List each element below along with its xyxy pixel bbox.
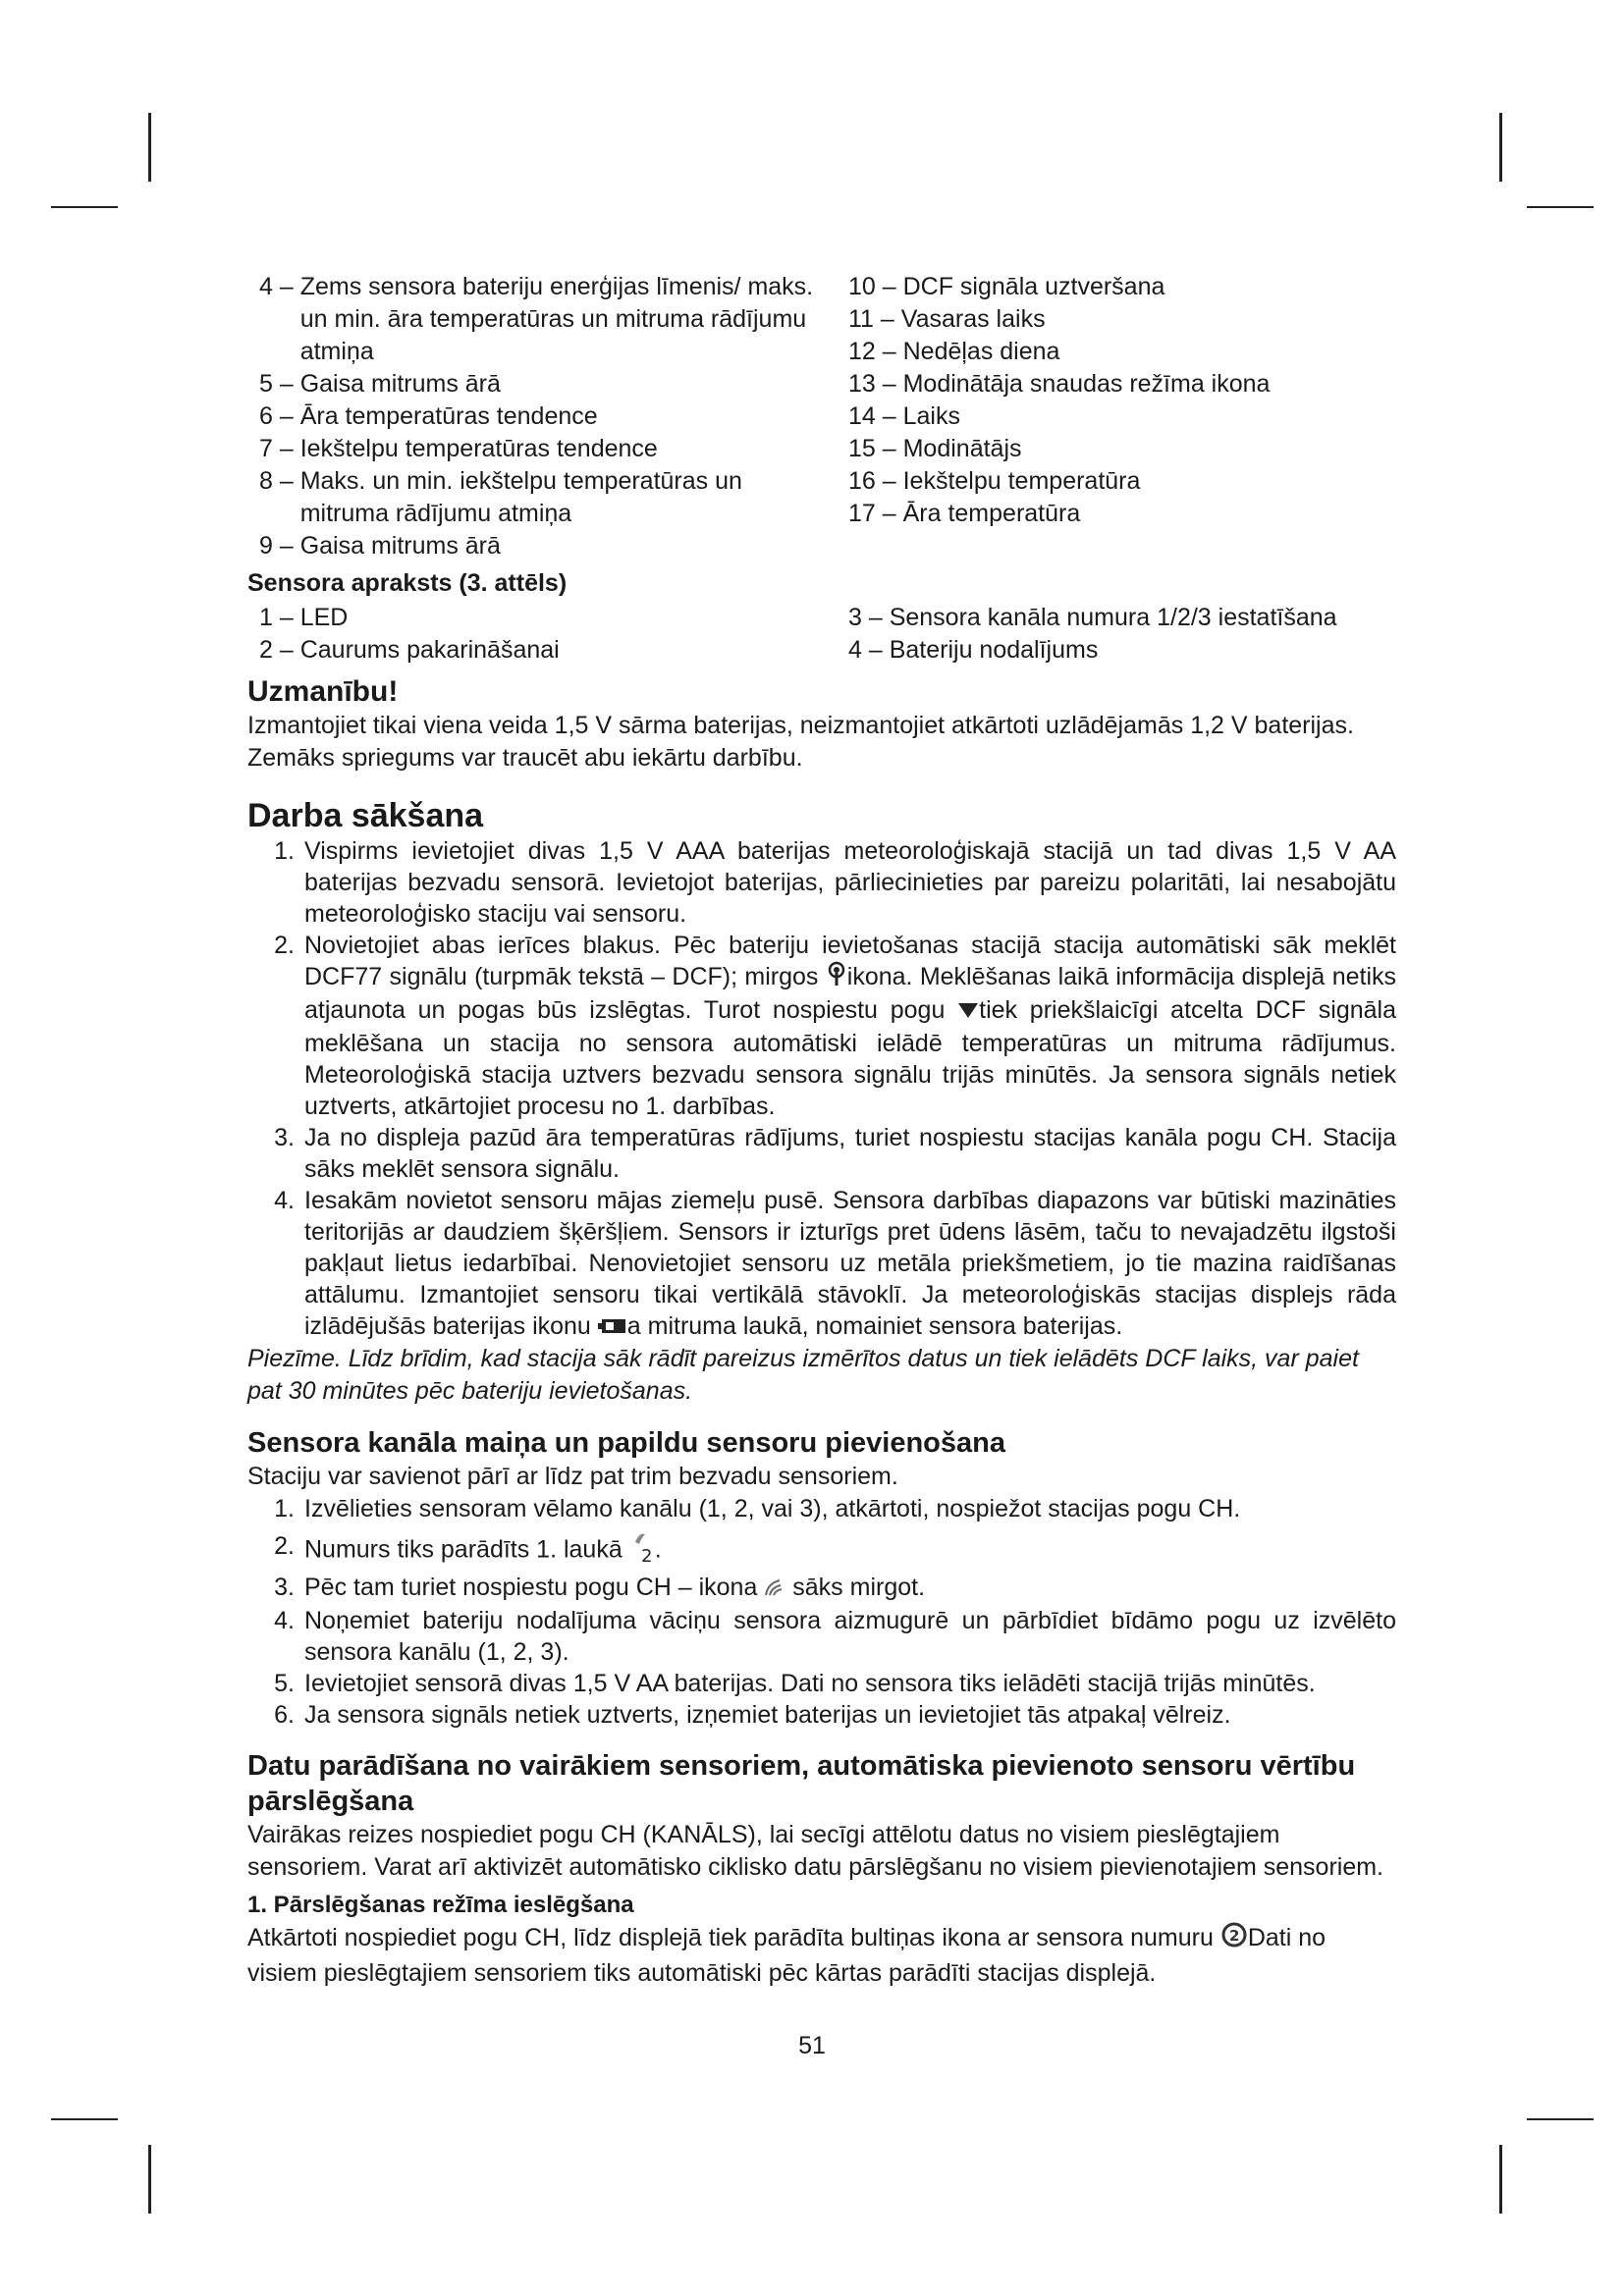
warning-title: Uzmanību! (247, 675, 399, 708)
crop-mark-top-right-h (1527, 206, 1594, 208)
sensor-description (247, 602, 1396, 667)
page-content (247, 271, 1396, 1990)
legend-item: 10 – DCF signāla uztveršana (848, 273, 1165, 300)
legend-item: 3 – Sensora kanāla numura 1/2/3 iestatīšana (848, 604, 1337, 631)
crop-mark-bottom-left-v (148, 2145, 151, 2214)
warning-text: Izmantojiet tikai viena veida 1,5 V sārma baterijas, neizmantojiet atkārtoti uzlādējamās 1,2 V baterijas. Zemāks spriegums var traucēt abu iekārtu darbību. (247, 712, 1354, 772)
list-item: 6. Ja sensora signāls netiek uztverts, izņemiet baterijas un ievietojiet tās atpakaļ vēlreiz. (274, 1700, 1231, 1729)
legend-item: 9 – Gaisa mitrums ārā (259, 532, 501, 560)
start-steps (247, 835, 1396, 1343)
legend-right-column (837, 271, 1396, 562)
sensor-left-column (247, 602, 817, 667)
list-item: 3. Pēc tam turiet nospiestu pogu CH – ikona sāks mirgot. (247, 1572, 1396, 1604)
list-item: 2. Numurs tiks parādīts 1. laukā 2 . (247, 1530, 1396, 1572)
low-battery-icon (598, 1311, 627, 1343)
start-note: Piezīme. Līdz brīdim, kad stacija sāk rādīt pareizus izmērītos datus un tiek ielādēts DCF laiks, var paiet pat 30 minūtes pēc bateriju ievietošanas. (247, 1345, 1359, 1406)
legend-item: 17 – Āra temperatūra (848, 500, 1081, 527)
down-arrow-button-icon (957, 996, 979, 1028)
multi-text: Vairākas reizes nospiediet pogu CH (KANĀLS), lai secīgi attēlotu datus no visiem pieslēgtajiem sensoriem. Varat arī aktivizēt automātisko ciklisko datu pārslēgšanu no visiem pievienotajiem sensoriem. (247, 1820, 1383, 1881)
multi-subtitle: 1. Pārslēgšanas režīma ieslēgšana (247, 1891, 634, 1918)
list-item: 5. Ievietojiet sensorā divas 1,5 V AA baterijas. Dati no sensora tiks ielādēti stacijā trijās minūtēs. (274, 1669, 1316, 1697)
legend-item: 11 – Vasaras laiks (848, 305, 1046, 333)
cycle-icon-digit: 2 (1228, 1926, 1240, 1945)
start-section-title: Darba sākšana (247, 797, 484, 834)
legend-item: 5 – Gaisa mitrums ārā (259, 370, 501, 398)
crop-mark-bottom-left-h (51, 2118, 118, 2120)
page-number: 51 (798, 2032, 826, 2059)
crop-mark-bottom-right-v (1499, 2145, 1502, 2214)
multi-section-title: Datu parādīšana no vairākiem sensoriem, automātiska pievienoto sensoru vērtību pārslēgšana (247, 1749, 1356, 1817)
channel-number-icon (629, 1530, 655, 1572)
crop-mark-top-left-h (51, 206, 118, 208)
legend-item: 2 – Caurums pakarināšanai (259, 636, 560, 664)
list-item: 4. Iesakām novietot sensoru mājas ziemeļu pusē. Sensora darbības diapazons var būtiski mazināties teritorijās ar daudziem šķēršļiem. Sensors ir izturīgs pret ūdens lāsēm, taču to nevajadzētu ilgstoši pakļaut lietus iedarbībai. Nenovietojiet sensoru uz metāla priekšmetiem, jo tie mazina raidīšanas attālumu. Izmantojiet sensoru tikai vertikālā stāvoklī. Ja meteoroloģiskās stacijas displejs rāda izlādējušās baterijas ikonu a mitruma laukā, nomainiet sensora baterijas. (247, 1185, 1396, 1343)
list-item: 4. Noņemiet bateriju nodalījuma vāciņu sensora aizmugurē un pārbīdiet bīdāmo pogu uz izvēlēto sensora kanālu (1, 2, 3). (274, 1606, 1396, 1666)
channel-section-title: Sensora kanāla maiņa un papildu sensoru pievienošana (247, 1427, 1005, 1460)
crop-mark-top-left-v (148, 113, 151, 182)
legend-left-column (247, 271, 817, 562)
cycle-arrow-icon (1220, 1921, 1248, 1957)
legend-item: 4 – Bateriju nodalījums (848, 636, 1099, 664)
legend-item: 14 – Laiks (848, 402, 960, 430)
legend-item: 15 – Modinātājs (848, 435, 1022, 462)
legend-item: 12 – Nedēļas diena (848, 338, 1060, 365)
sensor-right-column (837, 602, 1396, 667)
sensor-description-title: Sensora apraksts (3. attēls) (247, 569, 568, 597)
legend-item: 7 – Iekštelpu temperatūras tendence (259, 435, 658, 462)
channel-intro: Staciju var savienot pārī ar līdz pat trim bezvadu sensoriem. (247, 1463, 898, 1491)
multi-paragraph: Atkārtoti nospiediet pogu CH, līdz displejā tiek parādīta bultiņas ikona ar sensora numuru 2 Dati no visiem pieslēgtajiem sensoriem tiks automātiski pēc kārtas parādīti stacijas displejā. (247, 1921, 1396, 1990)
legend-item: 8 – Maks. un min. iekštelpu temperatūras un mitruma rādījumu atmiņa (259, 467, 742, 527)
crop-mark-bottom-right-h (1527, 2118, 1594, 2120)
list-item: 2. Novietojiet abas ierīces blakus. Pēc bateriju ievietošanas stacijā stacija automātiski sāk meklēt DCF77 signālu (turpmāk tekstā – DCF); mirgos ikona. Meklēšanas laikā informācija displejā netiks atjaunota un pogas būs izslēgtas. Turot nospiestu pogu tiek priekšlaicīgi atcelta DCF signāla meklēšana un stacija no sensora automātiski ielādē temperatūras un mitruma rādījumus. Meteoroloģiskā stacija uztvers bezvadu sensora signālu trijās minūtēs. Ja sensora signāls netiek uztverts, atkārtojiet procesu no 1. darbības. (274, 932, 1396, 1120)
legend-item: 4 – Zems sensora bateriju enerģijas līmenis/ maks. un min. āra temperatūras un mitruma rādījumu atmiņa (259, 273, 814, 365)
antenna-icon (826, 961, 847, 994)
list-item: 3. Ja no displeja pazūd āra temperatūras rādījums, turiet nospiestu stacijas kanāla pogu CH. Stacija sāks meklēt sensora signālu. (274, 1123, 1396, 1183)
signal-icon (764, 1574, 785, 1605)
legend-item: 1 – LED (259, 604, 349, 631)
crop-mark-top-right-v (1499, 113, 1502, 182)
legend-item: 16 – Iekštelpu temperatūra (848, 467, 1141, 495)
svg-text:2: 2 (640, 1546, 653, 1565)
legend-item: 6 – Āra temperatūras tendence (259, 402, 598, 430)
channel-steps (247, 1493, 1396, 1730)
legend-item: 13 – Modinātāja snaudas režīma ikona (848, 370, 1271, 398)
list-item: 1. Izvēlieties sensoram vēlamo kanālu (1, 2, vai 3), atkārtoti, nospiežot stacijas pogu CH. (274, 1495, 1241, 1523)
list-item: 1. Vispirms ievietojiet divas 1,5 V AAA baterijas meteoroloģiskajā stacijā un tad divas 1,5 V AA baterijas bezvadu sensorā. Ievietojot baterijas, pārliecinieties par pareizu polaritāti, lai nesabojātu meteoroloģisko staciju vai sensoru. (274, 837, 1396, 928)
display-legend (247, 271, 1396, 562)
